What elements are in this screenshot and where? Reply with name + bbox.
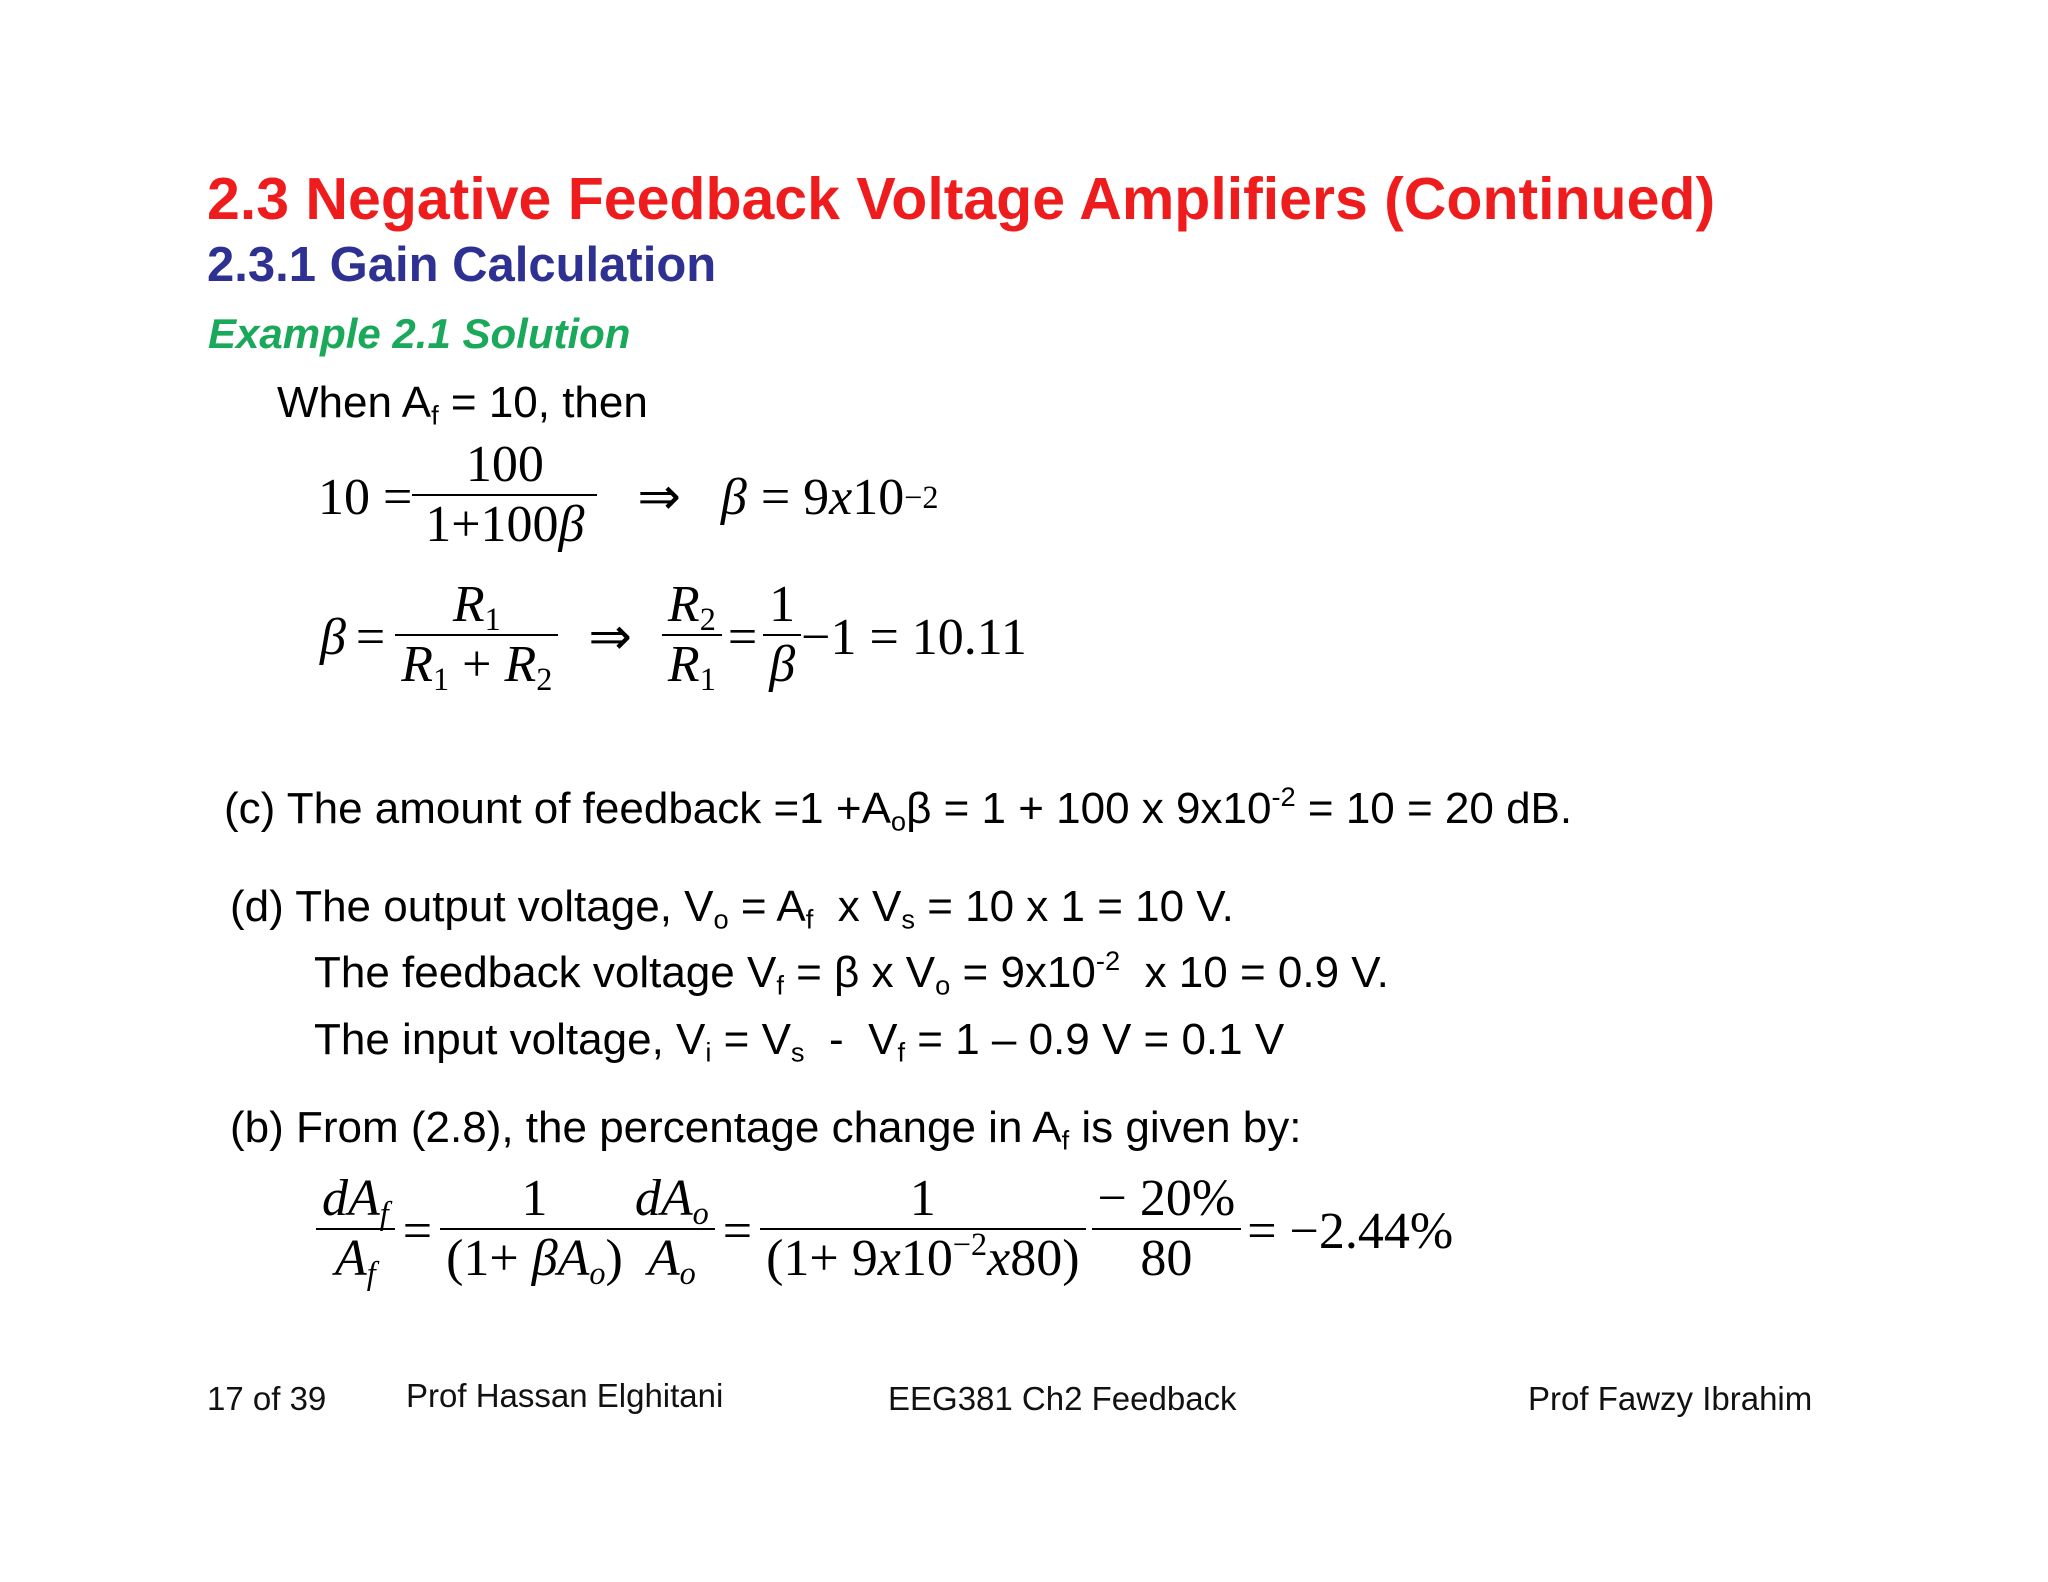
fraction: $\frac{100}{1+100\beta}$: [412, 436, 597, 554]
fraction: $\frac{1}{(1+ 9x10^{-2}x80)}$: [760, 1170, 1085, 1288]
feedback-voltage-line: The feedback voltage $V_f = \beta$ x $V_o = 9x10^{-2}$ x 10 = 0.9 V.: [314, 945, 1389, 1001]
fraction: $\frac{1}{(1+ \beta A_o)}$: [440, 1170, 629, 1288]
fraction: $\frac{dA_o}{A_o}$: [629, 1170, 715, 1288]
equation-resistor-ratio: β = $\frac{R_1}{R_1 + R_2}$ ⇒ $\frac{R_2}{R_1}$ = $\frac{1}{\beta}$ −1 = 10.11: [320, 576, 1027, 698]
feedback-amount-line: (c) The amount of feedback $=1 +A_o\beta = 1 + 100$ x $9x10^{-2} = 10 = 20$ dB.: [224, 781, 1573, 837]
page-title: 2.3 Negative Feedback Voltage Amplifiers (Continued): [207, 166, 1716, 232]
implies-arrow: ⇒: [588, 609, 632, 667]
when-line: When $A_f = 10$, then: [277, 378, 648, 431]
fraction: $\frac{R_2}{R_1}$: [662, 576, 722, 694]
fraction: $\frac{R_1}{R_1 + R_2}$: [395, 576, 558, 694]
page-number: 17 of 39: [207, 1380, 327, 1417]
output-voltage-line: (d) The output voltage, $V_o = A_f$ x $V_s = 10$ x 1 = 10 V.: [230, 882, 1234, 935]
input-voltage-line: The input voltage, $V_i = V_s - V_f = 1 - 0.9$ V = 0.1 V: [314, 1015, 1285, 1068]
section-subtitle: 2.3.1 Gain Calculation: [207, 238, 717, 292]
fraction: $\frac{dA_f}{A_f}$: [316, 1170, 395, 1288]
fraction: $\frac{1}{\beta}$: [763, 576, 801, 694]
implies-arrow: ⇒: [637, 469, 681, 527]
example-heading: Example 2.1 Solution: [208, 310, 631, 357]
percentage-change-line: (b) From (2.8), the percentage change in $A_f$ is given by:: [230, 1103, 1302, 1156]
footer-course: EEG381 Ch2 Feedback: [888, 1380, 1237, 1417]
footer-author-right: Prof Fawzy Ibrahim: [1528, 1380, 1813, 1417]
equation-beta-solve: 10 = $\frac{100}{1+100\beta}$ ⇒ β = 9 x 10 −2: [318, 436, 939, 554]
fraction: $\frac{- 20\%}{80}$: [1092, 1170, 1242, 1288]
equation-percentage-change: $\frac{dA_f}{A_f}$ = $\frac{1}{(1+ \beta A_o)}$ $\frac{dA_o}{A_o}$ = $\frac{1}{(1+ 9x10^{-2}x80)}$ $\frac{- 20\%}{80}$ = −2.44%: [316, 1172, 1453, 1290]
footer-author-left: Prof Hassan Elghitani: [406, 1377, 724, 1414]
